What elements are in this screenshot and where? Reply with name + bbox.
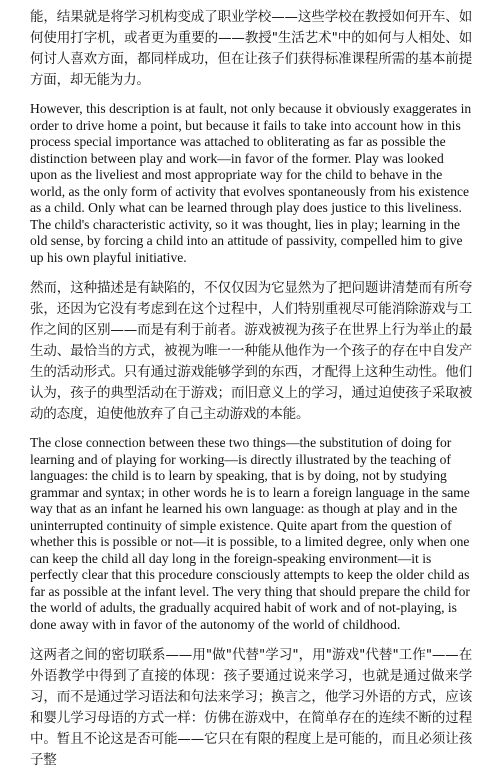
paragraph-zh-1: 能，结果就是将学习机构变成了职业学校——这些学校在教授如何开车、如何使用打字机，或者更为重要的——教授"生活艺术"中的如何与人相处、如何讨人喜欢方面，都同样成功，但在让孩子们获得标准课程所需的基本前提方面，却无能为力。 [30, 9, 472, 88]
paragraph-en-2: The close connection between these two things—the substitution of doing for learning and of playing for working—is directly illustrated by the teaching of languages: the child is to learn by speaking, that is by doing, not by studying grammar and syntax; in other words he is to learn a foreign language in the same way that as an infant he learned his own language: as though at play and in the uninterrupted continuity of simple existence. Quite apart from the question of whether this is possible or not—it is possible, to a limited degree, only when one can keep the child all day long in the foreign-speaking environment—it is perfectly clear that this procedure consciously attempts to keep the older child as far as possible at the infant level. The very thing that should prepare the child for the world of adults, the gradually acquired habit of work and of not-playing, is done away with in favor of the autonomy of the world of childhood. [30, 435, 470, 632]
paragraph-zh-2: 然而，这种描述是有缺陷的，不仅仅因为它显然为了把问题讲清楚而有所夸张，还因为它没有考虑到在这个过程中，人们特别重视尽可能消除游戏与工作之间的区别——而是有利于前者。游戏被视为孩子在世界上行为举止的最生动、最恰当的方式，被视为唯一一种能从他作为一个孩子的存在中自发产生的活动形式。只有通过游戏能够学到的东西，才配得上这种生动性。他们认为，孩子的典型活动在于游戏；而旧意义上的学习，通过迫使孩子采取被动的态度，迫使他放弃了自己主动游戏的本能。 [30, 280, 472, 422]
paragraph-en-1: However, this description is at fault, not only because it obviously exaggerates in order to drive home a point, but because it fails to take into account how in this process special importance was attached to obliterating as far as possible the distinction between play and work—in favor of the former. Play was looked upon as the liveliest and most appropriate way for the child to behave in the world, as the only form of activity that evolves spontaneously from his existence as a child. Only what can be learned through play does justice to this liveliness. The child's characteristic activity, so it was thought, lies in play; learning in the old sense, by forcing a child into an attitude of passivity, compelled him to give up his own playful initiative. [30, 101, 472, 265]
document-page [30, 7, 472, 781]
paragraph-zh-3: 这两者之间的密切联系——用"做"代替"学习"，用"游戏"代替"工作"——在外语教学中得到了直接的体现：孩子要通过说来学习，也就是通过做来学习，而不是通过学习语法和句法来学习；换言之，他学习外语的方式，应该和婴儿学习母语的方式一样：仿佛在游戏中，在简单存在的连续不断的过程中。暂且不论这是否可能——它只在有限的程度上是可能的，而且必须让孩子整 [30, 647, 472, 768]
